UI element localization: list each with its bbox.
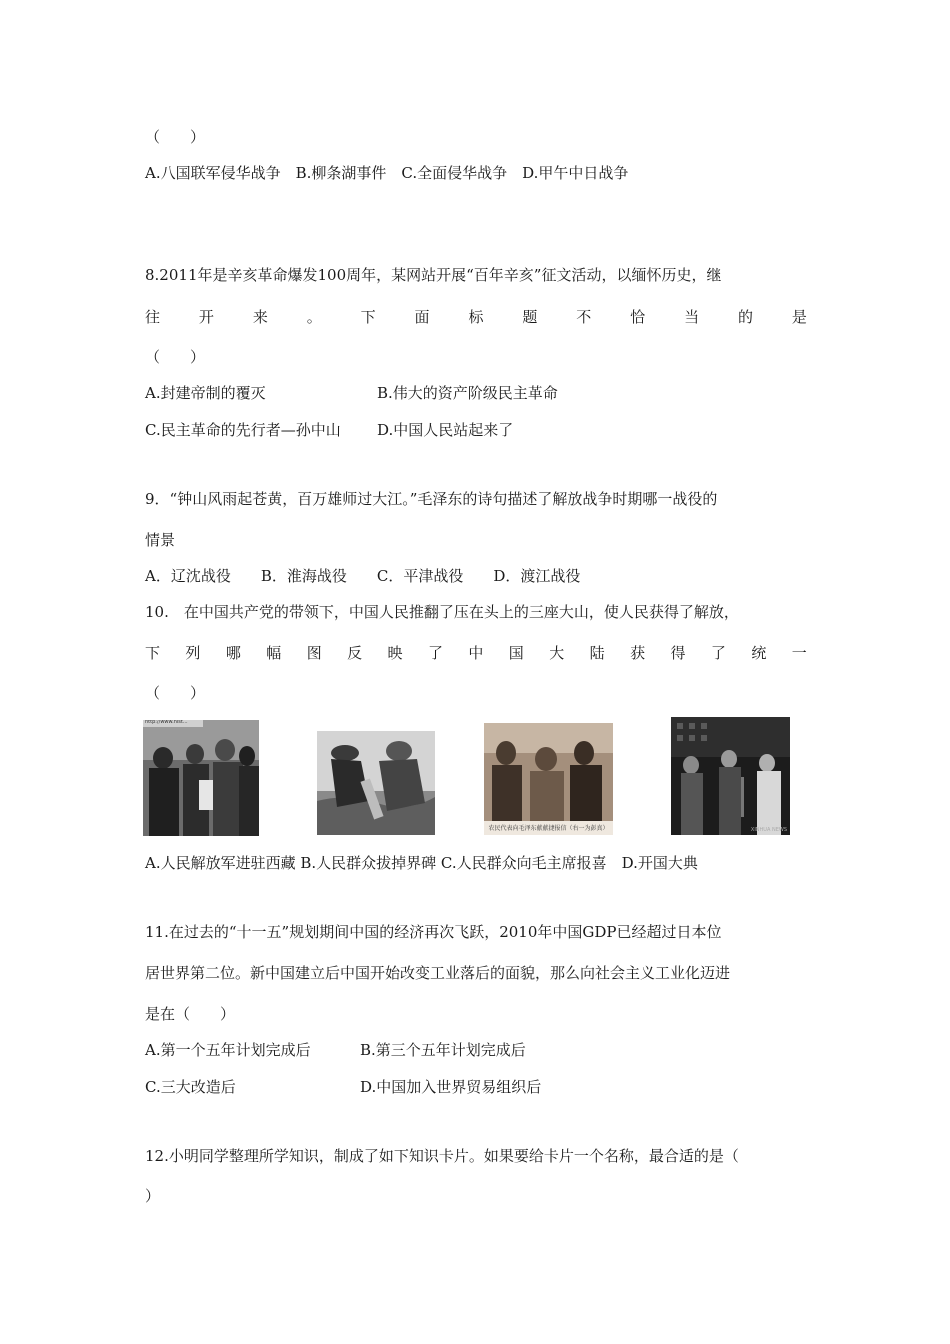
q10-char: 下 [145, 644, 161, 662]
q8-char: 面 [414, 308, 430, 326]
q10-char: 列 [185, 644, 201, 662]
q8-stem-line2 [145, 307, 807, 327]
q8-char: 是 [791, 308, 807, 326]
q10-char: 陆 [589, 644, 605, 662]
q10-char: 国 [508, 644, 524, 662]
q11-stem-line2: 居世界第二位。新中国建立后中国开始改变工业落后的面貌，那么向社会主义工业化迈进 [145, 964, 731, 982]
q9-stem-line2: 情景 [145, 531, 176, 549]
q9-stem: 9．“钟山风雨起苍黄，百万雄师过大江。”毛泽东的诗句描述了解放战争时期哪一战役的 [145, 490, 718, 508]
photo-report-to-mao [484, 723, 613, 835]
q10-char: 映 [387, 644, 403, 662]
q8-char: 题 [522, 308, 538, 326]
q10-options: A.人民解放军进驻西藏 B.人民群众拔掉界碑 C.人民群众向毛主席报喜 D.开国大典 [145, 854, 698, 872]
q10-char: 一 [791, 644, 807, 662]
q11-stem-line3: 是在（ ） [145, 1005, 236, 1023]
q10-char: 获 [630, 644, 646, 662]
q8-option-d: D.中国人民站起来了 [377, 421, 514, 439]
q9-options: A．辽沈战役 B．淮海战役 C．平津战役 D．渡江战役 [145, 567, 581, 585]
photo-pla-tibet [143, 720, 259, 836]
q11-option-a: A.第一个五年计划完成后 [145, 1041, 311, 1059]
q10-char: 了 [427, 644, 443, 662]
q8-char: 。 [306, 308, 322, 326]
q8-option-c: C.民主革命的先行者—孙中山 [145, 421, 341, 439]
q8-char: 当 [684, 308, 700, 326]
q10-char: 反 [347, 644, 363, 662]
q10-char: 了 [710, 644, 726, 662]
q8-stem: 8.2011年是辛亥革命爆发100周年，某网站开展“百年辛亥”征文活动，以缅怀历史，继 [145, 266, 722, 284]
photo-a-watermark: http://www.hist... [145, 720, 188, 725]
q10-char: 图 [306, 644, 322, 662]
q8-char: 标 [468, 308, 484, 326]
q8-char: 恰 [630, 308, 646, 326]
q12-stem: 12.小明同学整理所学知识，制成了如下知识卡片。如果要给卡片一个名称，最合适的是（ [145, 1147, 739, 1165]
photo-d-watermark: XINHUA NEWS [750, 827, 787, 833]
q8-answer-bracket: （ ） [145, 348, 206, 366]
q8-char: 的 [737, 308, 753, 326]
q7-options: A.八国联军侵华战争 B.柳条湖事件 C.全面侵华战争 D.甲午中日战争 [145, 164, 629, 182]
q8-option-b: B.伟大的资产阶级民主革命 [377, 384, 558, 402]
q11-option-b: B.第三个五年计划完成后 [360, 1041, 526, 1059]
q10-answer-bracket: （ ） [145, 684, 206, 702]
photo-founding-ceremony [671, 717, 790, 835]
q10-stem-line2 [145, 643, 807, 663]
q10-char: 中 [468, 644, 484, 662]
q8-char: 开 [198, 308, 214, 326]
q8-char: 往 [145, 308, 161, 326]
q10-char: 哪 [225, 644, 241, 662]
q8-option-a: A.封建帝制的覆灭 [145, 384, 266, 402]
q10-stem: 10. 在中国共产党的带领下，中国人民推翻了压在头上的三座大山，使人民获得了解放， [145, 603, 739, 621]
photo-c-caption: 农民代表向毛泽东献献捷报信（右一为彭真） [488, 825, 609, 832]
q10-char: 大 [549, 644, 565, 662]
q11-stem: 11.在过去的“十一五”规划期间中国的经济再次飞跃，2010年中国GDP已经超过日本位 [145, 923, 722, 941]
q7-answer-bracket: （ ） [145, 128, 206, 146]
q10-char: 统 [751, 644, 767, 662]
q10-char: 得 [670, 644, 686, 662]
q8-char: 来 [252, 308, 268, 326]
q11-option-d: D.中国加入世界贸易组织后 [360, 1078, 542, 1096]
photo-boundary-marker [317, 731, 435, 835]
q8-char: 下 [360, 308, 376, 326]
q10-char: 幅 [266, 644, 282, 662]
q12-stem-line2: ） [145, 1187, 161, 1205]
q11-option-c: C.三大改造后 [145, 1078, 236, 1096]
q8-char: 不 [576, 308, 592, 326]
